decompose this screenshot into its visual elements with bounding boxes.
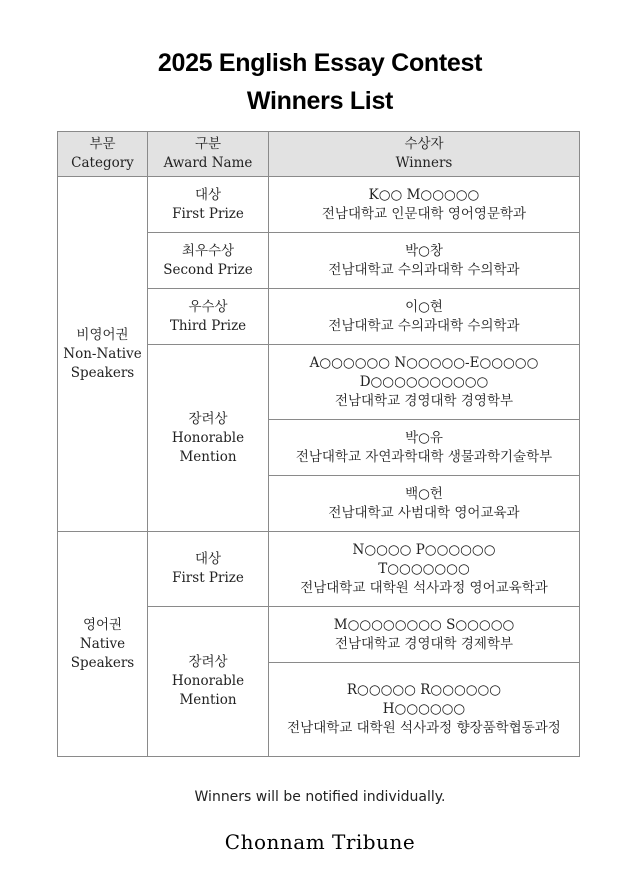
winner-name: K○○ M○○○○○ <box>368 186 480 203</box>
document-title <box>0 44 640 120</box>
award-en: Second Prize <box>163 261 253 278</box>
category-cell-native <box>58 532 148 757</box>
winner-affiliation: 전남대학교 인문대학 영어영문학과 <box>321 205 527 222</box>
award-ko: 대상 <box>194 186 222 203</box>
winner-affiliation: 전남대학교 수의과대학 수의학과 <box>328 261 520 278</box>
category-en-2: Speakers <box>70 364 135 381</box>
header-winners <box>269 132 580 177</box>
title-line-1: 2025 English Essay Contest <box>157 49 483 77</box>
winner-name: 박○창 <box>405 242 443 259</box>
award-cell-third-prize <box>148 289 269 345</box>
winner-cell <box>269 607 580 663</box>
award-cell-second-prize <box>148 233 269 289</box>
footer-note: Winners will be notified individually. <box>194 789 446 805</box>
category-ko: 영어권 <box>82 616 123 633</box>
winner-cell <box>269 289 580 345</box>
winner-name-2: T○○○○○○○ <box>378 560 470 577</box>
header-category <box>58 132 148 177</box>
winner-affiliation: 전남대학교 대학원 석사과정 향장품학협동과정 <box>287 720 561 736</box>
winner-affiliation: 전남대학교 사범대학 영어교육과 <box>328 504 520 521</box>
category-en-1: Native <box>79 635 126 652</box>
publisher-name: Chonnam Tribune <box>224 830 416 854</box>
award-cell-honorable-mention <box>148 607 269 757</box>
award-cell-first-prize <box>148 532 269 607</box>
winner-name: 박○유 <box>405 429 443 446</box>
header-category-ko: 부문 <box>89 136 116 152</box>
table-row <box>58 532 580 607</box>
table-header-row <box>58 132 580 177</box>
award-cell-first-prize <box>148 177 269 233</box>
winner-cell <box>269 345 580 420</box>
award-en: Third Prize <box>169 317 247 334</box>
winner-name: R○○○○○ R○○○○○○ <box>346 682 502 698</box>
winner-name: A○○○○○○ N○○○○○-E○○○○○ <box>309 354 539 371</box>
award-cell-honorable-mention <box>148 345 269 532</box>
winner-cell <box>269 663 580 757</box>
winners-table <box>57 131 580 757</box>
award-en: First Prize <box>172 205 244 222</box>
award-en-1: Honorable <box>171 429 245 446</box>
award-en-2: Mention <box>179 448 237 465</box>
winner-name-2: H○○○○○○ <box>382 701 466 717</box>
winner-name: N○○○○ P○○○○○○ <box>352 541 496 558</box>
winner-cell <box>269 532 580 607</box>
winner-cell <box>269 420 580 476</box>
winner-name: 이○현 <box>405 298 443 315</box>
award-ko: 최우수상 <box>181 242 235 259</box>
winner-affiliation: 전남대학교 대학원 석사과정 영어교육학과 <box>300 579 548 596</box>
award-ko: 우수상 <box>188 298 228 315</box>
winner-affiliation: 전남대학교 경영대학 경제학부 <box>334 635 514 652</box>
header-award-name <box>148 132 269 177</box>
category-ko: 비영어권 <box>76 326 129 343</box>
title-line-2: Winners List <box>246 87 394 115</box>
header-category-en: Category <box>71 155 134 171</box>
award-en: First Prize <box>172 570 244 586</box>
category-en-1: Non-Native <box>63 345 142 362</box>
winner-name: M○○○○○○○○ S○○○○○ <box>333 616 515 633</box>
winner-name: 백○헌 <box>405 485 443 502</box>
award-en-1: Honorable <box>171 673 245 689</box>
award-ko: 장려상 <box>188 410 228 427</box>
award-ko: 대상 <box>194 551 222 567</box>
table-row <box>58 177 580 233</box>
winner-affiliation: 전남대학교 수의과대학 수의학과 <box>328 317 520 334</box>
header-winners-ko: 수상자 <box>404 136 444 152</box>
award-en-2: Mention <box>179 692 237 708</box>
winner-cell <box>269 476 580 532</box>
winner-cell <box>269 233 580 289</box>
winner-cell <box>269 177 580 233</box>
category-en-2: Speakers <box>70 654 135 671</box>
category-cell-non-native <box>58 177 148 532</box>
award-ko: 장려상 <box>188 654 228 670</box>
winner-affiliation: 전남대학교 자연과학대학 생물과학기술학부 <box>295 448 553 465</box>
winner-name-2: D○○○○○○○○○○ <box>359 373 489 390</box>
winner-affiliation: 전남대학교 경영대학 경영학부 <box>334 392 514 409</box>
header-winners-en: Winners <box>395 155 453 171</box>
header-award-ko: 구분 <box>194 136 222 152</box>
header-award-en: Award Name <box>163 155 253 171</box>
